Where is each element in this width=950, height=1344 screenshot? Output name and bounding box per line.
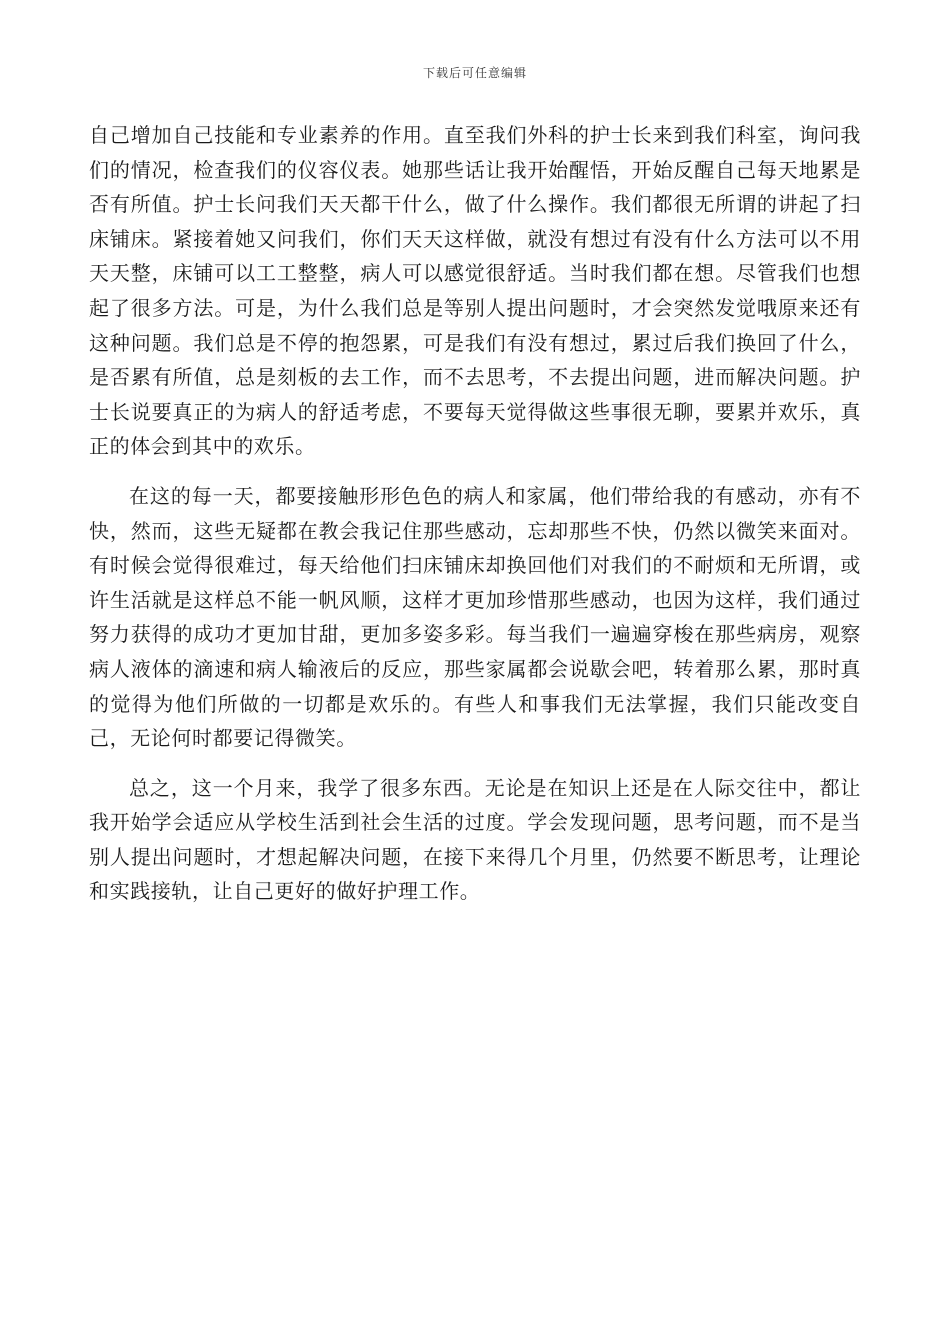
paragraph-continued: 自己增加自己技能和专业素养的作用。直至我们外科的护士长来到我们科室，询问我们的情况，检查我们的仪容仪表。她那些话让我开始醒悟，开始反醒自己每天地累是否有所值。护士长问我们天天都干什么，做了什么操作。我们都很无所谓的讲起了扫床铺床。紧接着她又问我们，你们天天这样做，就没有想过有没有什么方法可以不用天天整，床铺可以工工整整，病人可以感觉很舒适。当时我们都在想。尽管我们也想起了很多方法。可是，为什么我们总是等别人提出问题时，才会突然发觉哦原来还有这种问题。我们总是不停的抱怨累，可是我们有没有想过，累过后我们换回了什么，是否累有所值，总是刻板的去工作，而不去思考，不去提出问题，进而解决问题。护士长说要真正的为病人的舒适考虑，不要每天觉得做这些事很无聊，要累并欢乐，真正的体会到其中的欢乐。	[89, 123, 861, 459]
paragraph-daily-experience: 在这的每一天，都要接触形形色色的病人和家属，他们带给我的有感动，亦有不快，然而，这些无疑都在教会我记住那些感动，忘却那些不快，仍然以微笑来面对。有时候会觉得很难过，每天给他们扫床铺床却换回他们对我们的不耐烦和无所谓，或许生活就是这样总不能一帆风顺，这样才更加珍惜那些感动，也因为这样，我们通过努力获得的成功才更加甘甜，更加多姿多彩。每当我们一遍遍穿梭在那些病房，观察病人液体的滴速和病人输液后的反应，那些家属都会说歇会吧，转着那么累，那时真的觉得为他们所做的一切都是欢乐的。有些人和事我们无法掌握，我们只能改变自己，无论何时都要记得微笑。	[89, 483, 861, 751]
page-header: 下载后可任意编辑	[422, 66, 527, 80]
paragraph-summary: 总之，这一个月来，我学了很多东西。无论是在知识上还是在人际交往中，都让我开始学会适应从学校生活到社会生活的过度。学会发现问题，思考问题，而不是当别人提出问题时，才想起解决问题，在接下来得几个月里，仍然要不断思考，让理论和实践接轨，让自己更好的做好护理工作。	[89, 775, 861, 904]
document-body	[89, 118, 861, 909]
